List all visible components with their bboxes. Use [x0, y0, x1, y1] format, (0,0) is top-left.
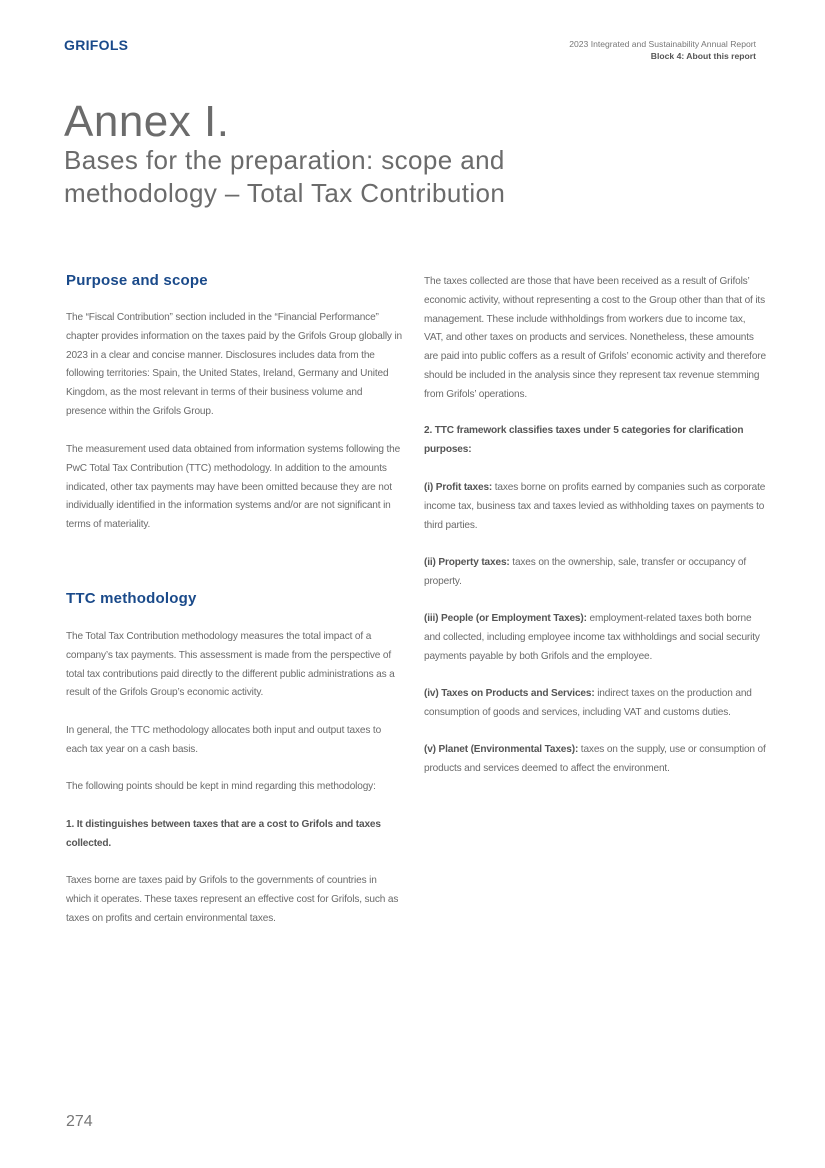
- page-subtitle: Bases for the preparation: scope and methodology – Total Tax Contribution: [64, 145, 506, 208]
- ttc-paragraph-3: The following points should be kept in mind regarding this methodology:: [66, 781, 376, 792]
- category-people-taxes: [424, 610, 766, 666]
- ttc-heading: TTC methodology: [66, 590, 197, 607]
- category-text: taxes borne on profits earned by companies such as corporate income tax, business tax and taxes levied as withholding taxes on payments to third parties.: [424, 482, 766, 531]
- point-2-heading: 2. TTC framework classifies taxes under 5 categories for clarification purposes:: [424, 425, 744, 455]
- category-planet-taxes: [424, 741, 766, 779]
- page-title: Annex I.: [64, 97, 230, 146]
- report-title: 2023 Integrated and Sustainability Annual Report: [569, 39, 756, 49]
- category-text: taxes on the ownership, sale, transfer or occupancy of property.: [424, 557, 747, 587]
- purpose-paragraph-1: The “Fiscal Contribution” section included in the “Financial Performance” chapter provides information on the taxes paid by the Grifols Group globally in 2023 in a clear and concise manner. Disclosures includes data from the following territories: Spain, the United States, Ireland, Germany and United Kingdom, as the most relevant in terms of their business volume and presence within the Grifols Group.: [66, 312, 403, 417]
- category-label: (v) Planet (Environmental Taxes):: [424, 744, 579, 755]
- page-number: 274: [66, 1113, 93, 1130]
- category-property-taxes: [424, 554, 766, 592]
- ttc-paragraph-1: The Total Tax Contribution methodology measures the total impact of a company’s tax payments. This assessment is made from the perspective of total tax contributions paid directly to the different public administrations as a result of the Grifols Group’s economic activity.: [66, 631, 395, 699]
- category-products-services-taxes: [424, 685, 766, 723]
- category-profit-taxes: [424, 479, 766, 535]
- taxes-collected-paragraph: The taxes collected are those that have been received as a result of Grifols’ economic activity, without representing a cost to the Group other than that of its management. These include withholdings from workers due to income tax, VAT, and other taxes on products and services. Nonetheless, these amounts are paid into public coffers as a result of Grifols’ economic activity and therefore should be included in the analysis since they represent tax revenue stemming from Grifols’ operations.: [424, 276, 766, 400]
- category-label: (ii) Property taxes:: [424, 557, 510, 568]
- purpose-heading: Purpose and scope: [66, 272, 208, 289]
- category-label: (i) Profit taxes:: [424, 482, 493, 493]
- category-label: (iv) Taxes on Products and Services:: [424, 688, 595, 699]
- report-header: [569, 39, 756, 62]
- category-label: (iii) People (or Employment Taxes):: [424, 613, 587, 624]
- purpose-paragraph-2: The measurement used data obtained from information systems following the PwC Total Tax Contribution (TTC) methodology. In addition to the amounts indicated, other tax payments may have been omitted because they are not individually identified in the information systems and/or are not significant in terms of materiality.: [66, 444, 401, 531]
- block-label: Block 4: About this report: [650, 50, 756, 61]
- category-text: taxes on the supply, use or consumption of products and services deemed to affect the environment.: [424, 744, 766, 774]
- category-text: indirect taxes on the production and consumption of goods and services, including VAT and customs duties.: [424, 688, 752, 718]
- point-1-text: Taxes borne are taxes paid by Grifols to the governments of countries in which it operates. These taxes represent an effective cost for Grifols, such as taxes on profits and certain environmental taxes.: [66, 875, 399, 924]
- ttc-paragraph-2: In general, the TTC methodology allocates both input and output taxes to each tax year on a cash basis.: [66, 725, 382, 755]
- category-text: employment-related taxes both borne and collected, including employee income tax withholdings and social security payments payable by both Grifols and the employee.: [424, 613, 760, 662]
- grifols-logo: GRIFOLS: [64, 37, 129, 53]
- point-1-heading: 1. It distinguishes between taxes that are a cost to Grifols and taxes collected.: [66, 819, 381, 849]
